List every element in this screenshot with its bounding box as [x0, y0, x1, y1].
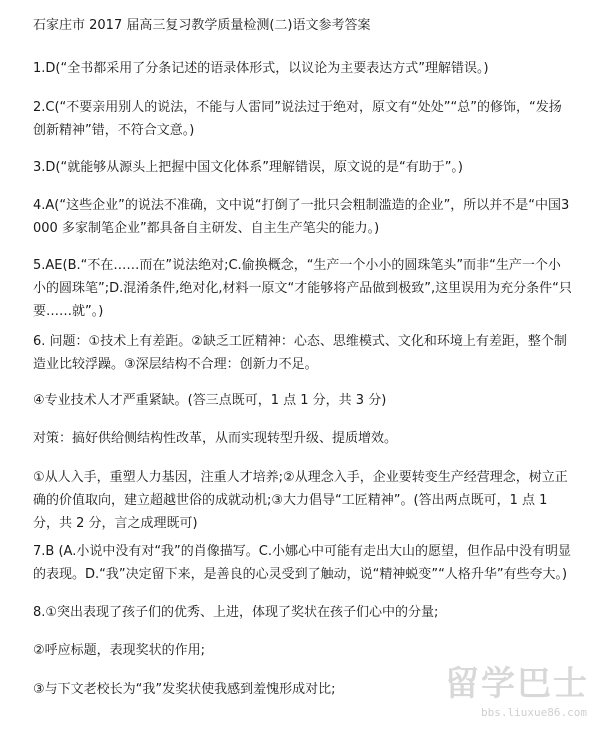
document-title: 石家庄市 2017 届高三复习教学质量检测(二)语文参考答案 — [33, 18, 371, 33]
answer-paragraph-8: 对策：搞好供给侧结构性改革，从而实现转型升级、提质增效。 — [33, 431, 398, 446]
answer-paragraph-6: 6. 问题：①技术上有差距。②缺乏工匠精神：心态、思维模式、文化和环境上有差距，整个制造业比较浮躁。③深层结构不合理：创新力不足。 — [33, 334, 567, 372]
answer-paragraph-9: ①从人入手，重塑人力基因，注重人才培养;②从理念入手，企业要转变生产经营理念，树立正确的价值取向，建立超越世俗的成就动机;③大力倡导“工匠精神”。(答出两点既可，1 点 1 分，共 2 分，言之成理既可) — [33, 470, 568, 531]
site-watermark — [423, 664, 593, 726]
answer-paragraph-3: 3.D(“就能够从源头上把握中国文化体系”理解错误，原文说的是“有助于”。) — [33, 160, 463, 175]
answer-paragraph-13: ③与下文老校长为“我”发奖状使我感到羞愧形成对比; — [33, 682, 336, 697]
answer-paragraph-2: 2.C(“不要亲用别人的说法，不能与人雷同”说法过于绝对，原文有“处处”“总”的修饰，“发扬创新精神”错，不符合文意。) — [33, 100, 562, 138]
answer-paragraph-10: 7.B (A.小说中没有对“我”的肖像描写。C.小娜心中可能有走出大山的愿望，但作品中没有明显的表现。D.“我”决定留下来，是善良的心灵受到了触动，说“精神蜕变”“人格升华”有些夸大。) — [33, 544, 572, 582]
watermark-url: bbs.liuxue86.com — [481, 706, 587, 719]
answer-paragraph-7: ④专业技术人才严重紧缺。(答三点既可，1 点 1 分，共 3 分) — [33, 393, 387, 408]
answer-paragraph-1: 1.D(“全书都采用了分条记述的语录体形式，以议论为主要表达方式”理解错误。) — [33, 61, 489, 76]
answer-paragraph-4: 4.A(“这些企业”的说法不准确，文中说“打倒了一批只会粗制滥造的企业”，所以并不是“中国3000 多家制笔企业”都具备自主研发、自主生产笔尖的能力。) — [33, 198, 570, 236]
watermark-logo-text: 留学巴士 — [445, 664, 589, 704]
answer-paragraph-5: 5.AE(B.“不在……而在”说法绝对;C.偷换概念，“生产一个小小的圆珠笔头”而非“生产一个小小的圆珠笔”;D.混淆条件,绝对化,材料一原文“才能够将产品做到极致”,这里误用为充分条件“只要……就”。) — [33, 258, 572, 319]
answer-paragraph-11: 8.①突出表现了孩子们的优秀、上进，体现了奖状在孩子们心中的分量; — [33, 605, 439, 620]
answer-paragraph-12: ②呼应标题，表现奖状的作用; — [33, 643, 206, 658]
